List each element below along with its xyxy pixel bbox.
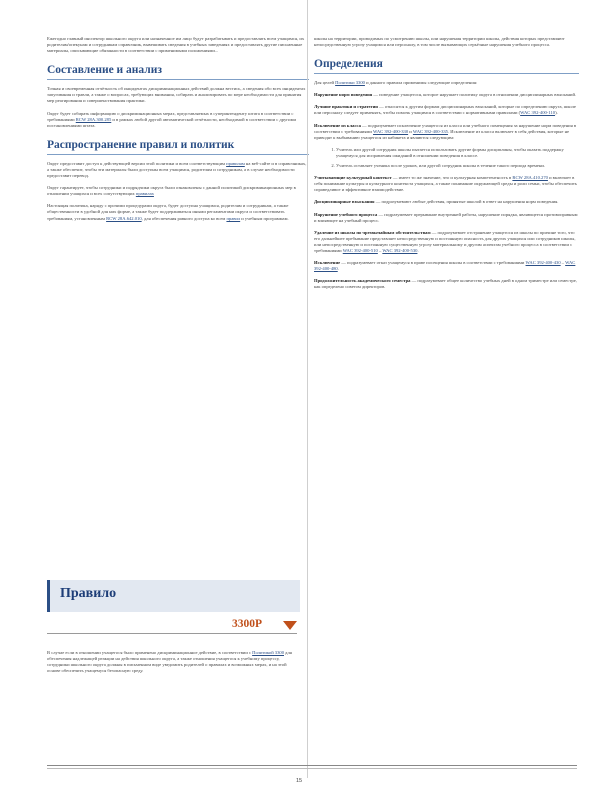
def-3a: — подразумевает исключение учащегося из класса или учебного помещения за нарушение норм поведения в соответствии с требованиями <box>314 122 577 134</box>
dist-text-a: Округ предоставит доступ к действующей версии этой политики и всем соответствующим <box>47 160 227 166</box>
term-8: Исключение <box>314 260 341 266</box>
heading-distribution: Распространение правил и политик <box>47 139 309 155</box>
list-item: 2. Учитель оставляет ученика после уроков, или другой сотрудник школы в течение такого периода времени. <box>336 163 579 169</box>
wac-link-430[interactable]: WAC 392-400-430 <box>525 260 561 266</box>
policy-title: Правило <box>60 586 117 601</box>
def-9: — подразумевает общее количество учебных дней в одном триместре или семестре, как определено советом директоров. <box>314 278 577 290</box>
def-8b: . <box>337 266 339 272</box>
policy-paragraph <box>47 650 297 674</box>
term-1: Нарушение норм поведения <box>314 92 373 98</box>
definition-3 <box>314 123 579 141</box>
heading-analysis: Составление и анализ <box>47 64 309 80</box>
dist-text-b: на веб-сайте и в справочниках, а также обеспечит, чтобы эти материалы были доступны всем учащимся, родителям и сотрудникам, а в случае необходимости предоставит перевод. <box>47 160 307 179</box>
def-7a: — подразумевает отстранение учащегося из школы по причине того, что его дальнейшее пребывание представляет непосредственную и постоянную опасность для других учащихся или сотрудников школы, или непосредственную и постоянную существенную угрозу материальному и другим аспектам учебного процесса в соответствии с требованиями <box>314 229 576 253</box>
dist-text-c: Округ гарантирует, чтобы сотрудники и подрядчики округа были ознакомлены с данной политикой дискриминационных мер в отношении учащихся и всех сопутствующих <box>47 185 296 197</box>
wac-link-335[interactable]: WAC 392-400-335 <box>412 128 448 134</box>
definition-2 <box>314 104 579 116</box>
term-7: Удаление из школы по чрезвычайным обстоятельствам <box>314 229 431 235</box>
right-column <box>314 36 579 296</box>
term-9: Продолжительность академического семестра <box>314 278 411 284</box>
rcw-link-270[interactable]: RCW 28A.410.270 <box>512 175 548 181</box>
exclusion-list <box>314 147 579 169</box>
def-7-dash: – <box>377 247 383 253</box>
policy-3300-link[interactable]: Политикой 3300 <box>252 650 284 655</box>
distribution-paragraph-1 <box>47 161 309 179</box>
def-8a: — подразумевает отказ учащемуся в праве посещения школы в соответствии с требованиями <box>340 260 526 266</box>
term-6: Нарушение учебного процесса <box>314 211 378 217</box>
def-4b: и включает в себя понимание культуры и культурного контекста учащихся, а также понимание окружающей среды и роли семьи, чтобы обеспечить справедливое и эффективное взаимодействие. <box>314 175 577 193</box>
rcw-link-distribution[interactable]: RCW 28A.642.010 <box>106 215 142 221</box>
def-5: — подразумевают любые действия, принятые школой в ответ на нарушения норм поведения. <box>374 199 559 205</box>
analysis-paragraph-2 <box>47 111 309 129</box>
rules-link-3[interactable]: правил <box>226 215 241 221</box>
policy-code: 3300P <box>232 618 263 630</box>
definition-7 <box>314 230 579 254</box>
definition-9 <box>314 278 579 290</box>
def-2a: — относятся к другим формам дисциплинарных взысканий, которые по определению округа, школе или персоналу следует применять, чтобы помочь учащимся в соответствии с нормативными правилами ( <box>314 104 576 116</box>
column-divider <box>307 0 308 778</box>
distribution-paragraph-3 <box>47 203 309 221</box>
distribution-paragraph-2 <box>47 185 309 197</box>
rules-link-2[interactable]: правилах <box>135 191 154 197</box>
policy-banner <box>47 580 300 612</box>
heading-definitions: Определения <box>314 58 579 74</box>
def-8-dash: – <box>560 260 566 266</box>
policy-text-a: В случае если в отношении учащегося было применено дискриминационное действие, в соответствии с <box>47 650 253 655</box>
rcw-link-analysis[interactable]: RCW 28A.300.285 <box>75 116 112 122</box>
footer-divider <box>47 765 577 766</box>
policy-3300-link-def[interactable]: Политики 3300 <box>335 80 365 86</box>
term-2: Лучшие практики и стратегии <box>314 104 378 110</box>
definitions-intro <box>314 80 579 86</box>
analysis-text-a: Округ будет собирать информацию о дискриминационных мерах, представляемых в суперинтенденту штата в соответствии с требованиями <box>47 110 294 122</box>
triangle-down-icon <box>283 621 297 630</box>
list-item: 1. Учитель или другой сотрудник школы пытается использовать другие формы дисциплины, чтобы оказать поддержку учащемуся для исправления ожиданий в отношении поведения в классе. <box>336 147 579 159</box>
intro-paragraph: Ежегодно главный инспектор школьного округа или назначенное им лицо будут разрабатывать и предоставлять всем учащимся, их родителям/опекунам и сотрудникам справочник, вывешивать сведения в учебных заведениях и предоставлять другие письменные материалы, описывающие обязанности в соответствии с применимыми положениями... <box>47 36 305 54</box>
definition-4 <box>314 175 579 193</box>
def-3b: . Исключение из класса включает в себя действия, которые не приводят к выбыванию учащегося из кабинета и являются следующим: <box>314 128 570 140</box>
page-number: 15 <box>296 778 303 784</box>
term-3: Исключение из класса <box>314 122 361 128</box>
term-5: Дисциплинарные взыскания <box>314 199 375 205</box>
analysis-text-b: и в рамках любой другой автоматической отчётности, необходимой в соответствии с другими постановлениями штата. <box>47 116 296 128</box>
wac-link-480[interactable]: WAC 392-400-480 <box>314 260 576 272</box>
policy-text-b: для обеспечения надлежащей реакции на действия школьного округа, а также отношения учащегося к учебному процессу, сотрудники школьного округа должны в письменном виде уведомить родителей о правилах и возможных мерах, и на этой основе обеспечить учащемуся безопасную среду. <box>47 650 292 674</box>
footer-divider-secondary <box>47 768 577 769</box>
def-intro-b: и данного правила применимы следующие определения: <box>364 80 478 86</box>
dist-text-e: , для обеспечения равного доступа ко всем <box>141 215 227 221</box>
rules-link-1[interactable]: правилам <box>226 160 245 166</box>
definition-6 <box>314 212 579 224</box>
wac-link-330[interactable]: WAC 392-400-330 <box>373 128 409 134</box>
left-column <box>47 36 309 228</box>
definition-5 <box>314 199 579 205</box>
policy-text-block <box>47 650 297 680</box>
wac-link-110[interactable]: WAC 392-400-110 <box>520 110 556 116</box>
wac-link-510[interactable]: WAC 392-400-510 <box>342 247 378 253</box>
wac-link-530[interactable]: WAC 392-400-530 <box>382 247 418 253</box>
def-2b: ). <box>555 110 558 116</box>
def-intro-a: Для целей <box>314 80 336 86</box>
def-3-mid: и <box>408 128 413 134</box>
def-1: — поведение учащегося, которое нарушает политику округа в отношении дисциплинарных взысканий. <box>372 92 577 98</box>
def-6: — подразумевает прерывание внутренней работы, нарушение порядка, являющееся противоправным и влияющее на учебный процесс. <box>314 211 578 223</box>
definition-1 <box>314 92 579 98</box>
def-4a: — имеет то же значение, что и культурная компетентность в <box>391 175 513 181</box>
def-7b: . <box>417 247 419 253</box>
dist-text-d: Настоящая политика, наряду с прочими процедурами округа, будет доступна учащимся, родителям и сотрудникам, а также общественности в удобной для них форме, а также будет поддерживаться иными регламентами округа и соответствовать требованиям, установленным <box>47 203 289 221</box>
dist-text-f: и учебным программам. <box>240 215 289 221</box>
right-top-paragraph: школы на территории, проводимых по усмотрению школы, или нарушения территории школы, действия которых представляют непосредственную угрозу учащимся или персоналу, в том числе вызывающих серьёзные нарушения учебного процесса. <box>314 36 565 48</box>
definition-8 <box>314 260 579 272</box>
analysis-paragraph-1: Точная и своевременная отчётность об инцидентах дискриминационных действий должна вестись, а сведения обо всех инцидентах запугивания и травли, а также о вопросах, требующих внимания, собирать и анализировать по мере необходимости для принятия мер реагирования и совершенствования практики. <box>47 86 306 104</box>
term-4: Учитывающие культурный контекст <box>314 175 392 181</box>
policy-divider <box>47 633 297 634</box>
